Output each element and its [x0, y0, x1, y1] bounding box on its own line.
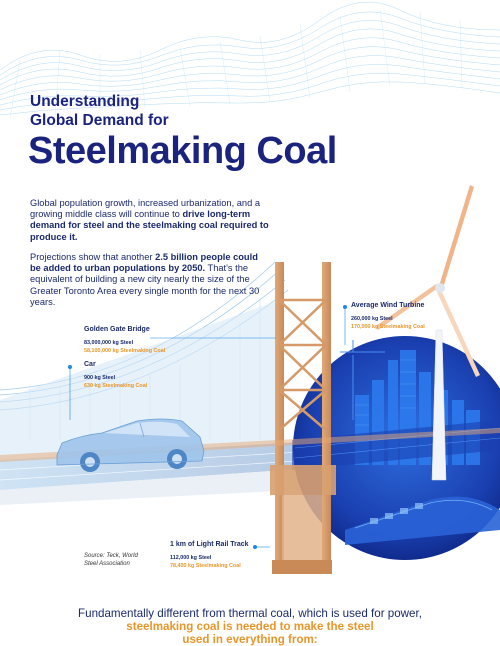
callout-car: Car 900 kg Steel 630 kg Steelmaking Coal [84, 361, 148, 389]
bottom-line-3: used in everything from: [182, 633, 318, 646]
callout-light-rail: 1 km of Light Rail Track 112,000 kg Steel 78,400 kg Steelmaking Coal [170, 541, 249, 569]
callout-dot-car [68, 365, 72, 369]
callout-golden-gate-bridge: Golden Gate Bridge 83,000,000 kg Steel 58,100,000 kg Steelmaking Coal [84, 326, 166, 354]
callout-dot-rail [253, 545, 257, 549]
callout-dot-turbine [343, 305, 347, 309]
page-title: Steelmaking Coal [28, 130, 337, 172]
intro-paragraph-1: Global population growth, increased urbanization, and a growing middle class will continue to drive long-term demand for steel and the steelmaking coal required to produce it. [30, 198, 269, 242]
bottom-line-2: steelmaking coal is needed to make the steel [126, 620, 374, 633]
callout-wind-turbine: Average Wind Turbine 260,000 kg Steel 170,000 kg Steelmaking Coal [351, 302, 425, 330]
source-note: Source: Teck, World Steel Association [84, 553, 138, 567]
page-subtitle [30, 92, 169, 130]
title-line-2: Global Demand for [30, 112, 169, 129]
title-line-1: Understanding [30, 93, 140, 110]
bottom-line-1: Fundamentally different from thermal coal, which is used for power, [78, 607, 422, 620]
bottom-statement [0, 607, 500, 646]
intro-paragraph-2: Projections show that another 2.5 billion people could be added to urban populations by 2050. That's the equivalent of building a new city nearly the size of the Greater Toronto Area every single month for the next 30 years. [30, 252, 260, 307]
